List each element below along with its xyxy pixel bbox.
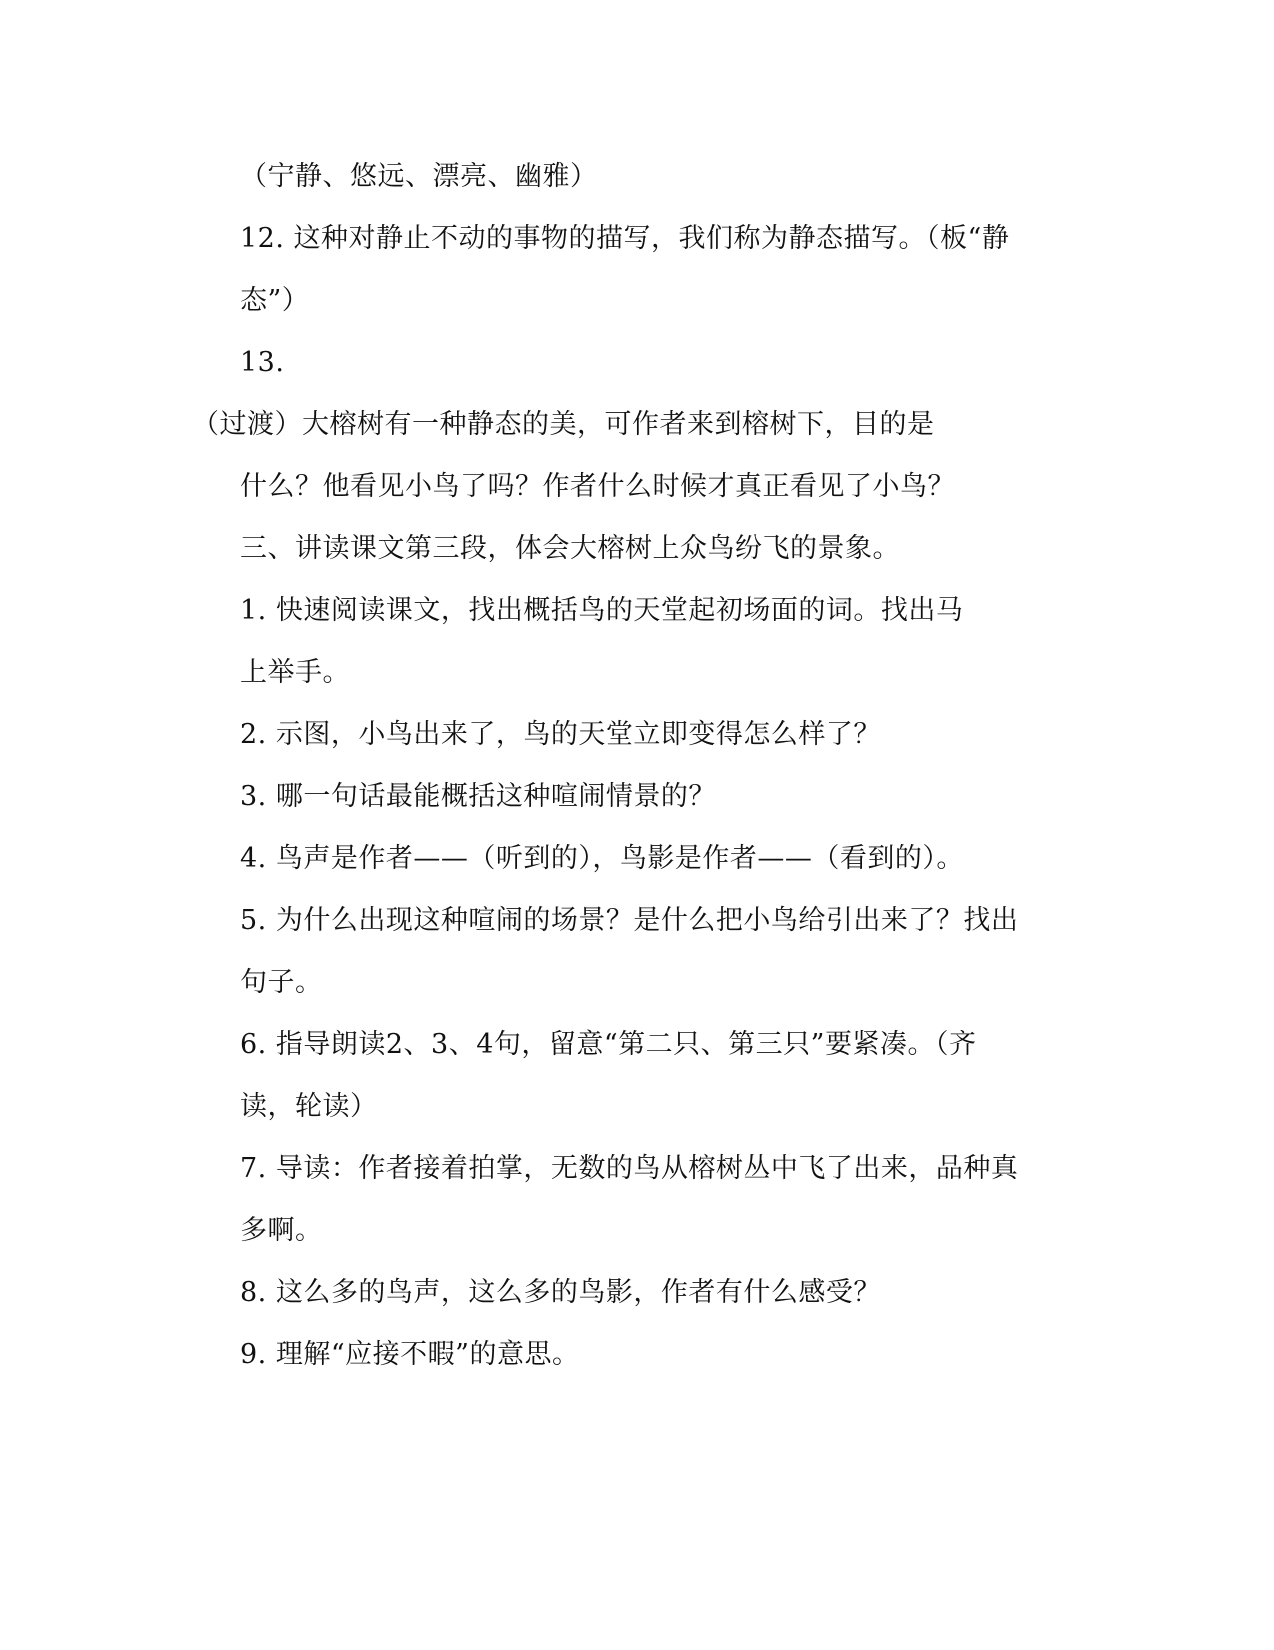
text-line-19: 8. 这么多的鸟声，这么多的鸟影，作者有什么感受？ — [240, 1277, 881, 1308]
text-line-10: 2. 示图，小鸟出来了，鸟的天堂立即变得怎么样了？ — [240, 719, 881, 750]
text-line-14: 句子。 — [240, 967, 323, 998]
text-line-5: （过渡）大榕树有一种静态的美，可作者来到榕树下，目的是 — [192, 409, 935, 440]
text-line-17: 7. 导读：作者接着拍掌，无数的鸟从榕树丛中飞了出来，品种真 — [240, 1153, 1019, 1184]
text-line-11: 3. 哪一句话最能概括这种喧闹情景的？ — [240, 781, 716, 812]
text-line-9: 上举手。 — [240, 657, 350, 688]
section-heading: 三、讲读课文第三段，体会大榕树上众鸟纷飞的景象。 — [240, 533, 900, 564]
text-line-18: 多啊。 — [240, 1215, 323, 1246]
text-line-6: 什么？他看见小鸟了吗？作者什么时候才真正看见了小鸟？ — [240, 471, 955, 502]
text-line-8: 1. 快速阅读课文，找出概括鸟的天堂起初场面的词。找出马 — [240, 595, 964, 626]
text-line-12: 4. 鸟声是作者——（听到的），鸟影是作者——（看到的）。 — [240, 843, 964, 874]
text-line-1: （宁静、悠远、漂亮、幽雅） — [240, 161, 598, 192]
text-line-2: 12. 这种对静止不动的事物的描写，我们称为静态描写。（板“静 — [240, 223, 1010, 254]
text-line-20: 9. 理解“应接不暇”的意思。 — [240, 1339, 580, 1370]
text-line-13: 5. 为什么出现这种喧闹的场景？是什么把小鸟给引出来了？找出 — [240, 905, 1019, 936]
text-line-4: 13. — [240, 347, 285, 378]
text-line-16: 读，轮读） — [240, 1091, 378, 1122]
text-line-15: 6. 指导朗读2、3、4句，留意“第二只、第三只”要紧凑。（齐 — [240, 1029, 977, 1060]
text-line-3: 态”） — [240, 285, 310, 316]
